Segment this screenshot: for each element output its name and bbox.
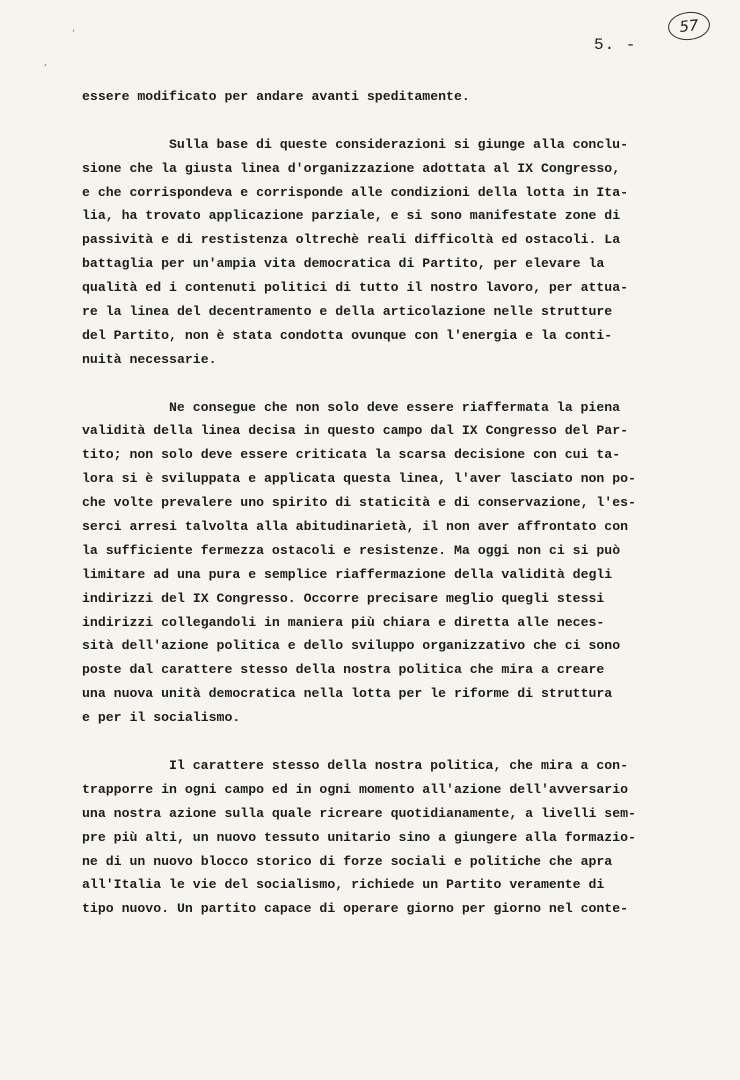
text-line: passività e di restistenza oltrechè reali difficoltà ed ostacoli. La (82, 232, 621, 248)
text-line: lia, ha trovato applicazione parziale, e si sono manifestate zone di (82, 208, 621, 224)
text-line: Il carattere stesso della nostra politica, che mira a con- (169, 757, 628, 773)
text-line: indirizzi del IX Congresso. Occorre precisare meglio quegli stessi (82, 590, 605, 606)
text-line: limitare ad una pura e semplice riaffermazione della validità degli (82, 566, 613, 582)
text-line: una nuova unità democratica nella lotta per le riforme di struttura (82, 686, 613, 702)
text-line: tipo nuovo. Un partito capace di operare giorno per giorno nel conte- (82, 901, 629, 917)
text-line: validità della linea decisa in questo campo dal IX Congresso del Par- (82, 423, 629, 439)
text-line: Sulla base di queste considerazioni si giunge alla conclu- (169, 136, 628, 152)
text-line: del Partito, non è stata condotta ovunque con l'energia e la conti- (82, 327, 613, 343)
margin-mark: ˒ (70, 24, 77, 36)
paragraph-gap (82, 109, 702, 133)
text-line: tito; non solo deve essere criticata la scarsa decisione con cui ta- (82, 447, 621, 463)
text-line: pre più alti, un nuovo tessuto unitario sino a giungere alla formazio- (82, 829, 636, 845)
text-line: re la linea del decentramento e della articolazione nelle strutture (82, 304, 613, 320)
text-line: ne di un nuovo blocco storico di forze sociali e politiche che apra (82, 853, 613, 869)
text-line: e che corrispondeva e corrisponde alle condizioni della lotta in Ita- (82, 184, 629, 200)
margin-mark: ˏ (42, 56, 49, 68)
text-line: nuità necessarie. (82, 351, 217, 367)
archive-stamp (667, 10, 712, 42)
text-line: essere modificato per andare avanti speditamente. (82, 89, 470, 104)
text-line: trapporre in ogni campo ed in ogni momento all'azione dell'avversario (82, 781, 629, 797)
text-line: serci arresi talvolta alla abitudinarietà, il non aver affrontato con (82, 519, 629, 535)
text-line: una nostra azione sulla quale ricreare quotidianamente, a livelli sem- (82, 805, 636, 821)
text-line: indirizzi collegandoli in maniera più chiara e diretta alle neces- (82, 614, 605, 630)
text-line: qualità ed i contenuti politici di tutto il nostro lavoro, per attua- (82, 280, 629, 296)
paragraph-gap (82, 372, 702, 396)
body-text (82, 85, 702, 921)
stamp-number: 57 (678, 16, 700, 36)
text-line: all'Italia le vie del socialismo, richiede un Partito veramente di (82, 877, 605, 893)
text-line: lora si è sviluppata e applicata questa linea, l'aver lasciato non po- (82, 471, 636, 487)
text-line: la sufficiente fermezza ostacoli e resistenze. Ma oggi non ci si può (82, 542, 621, 558)
text-line: poste dal carattere stesso della nostra politica che mira a creare (82, 662, 605, 678)
page-number: 5. - (594, 36, 637, 54)
text-line: Ne consegue che non solo deve essere riaffermata la piena (169, 399, 621, 415)
text-line: sione che la giusta linea d'organizzazione adottata al IX Congresso, (82, 160, 621, 176)
text-line: che volte prevalere uno spirito di staticità e di conservazione, l'es- (82, 495, 636, 511)
text-line: e per il socialismo. (82, 710, 241, 726)
text-line: battaglia per un'ampia vita democratica di Partito, per elevare la (82, 256, 605, 272)
text-line: sità dell'azione politica e dello sviluppo organizzativo che ci sono (82, 638, 621, 654)
paragraph-gap (82, 730, 702, 754)
